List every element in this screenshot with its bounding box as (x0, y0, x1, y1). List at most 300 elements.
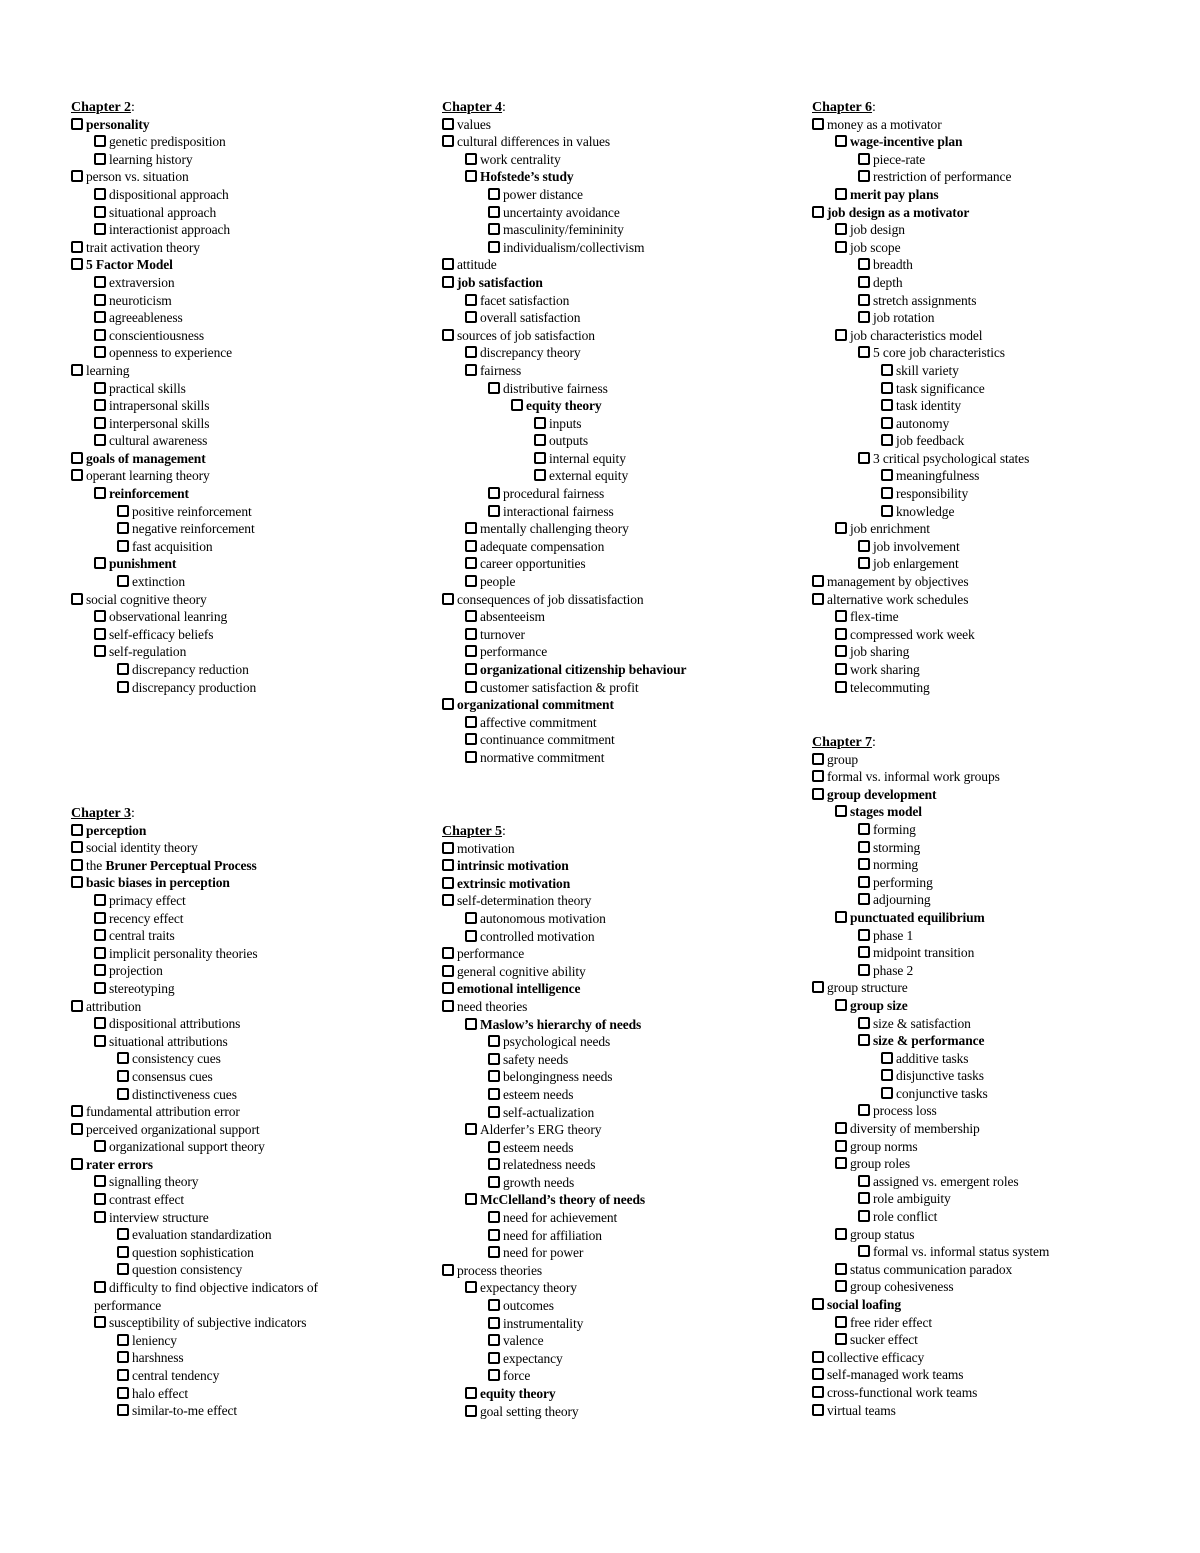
checkbox[interactable] (71, 170, 83, 182)
checklist-item (442, 714, 782, 732)
checkbox[interactable] (442, 593, 454, 605)
checkbox[interactable] (465, 364, 477, 376)
checkbox[interactable] (881, 505, 893, 517)
item-label: adequate compensation (480, 538, 605, 554)
checkbox[interactable] (881, 417, 893, 429)
checkbox[interactable] (858, 1034, 870, 1046)
checkbox[interactable] (835, 628, 847, 640)
checkbox[interactable] (858, 557, 870, 569)
checkbox[interactable] (488, 1299, 500, 1311)
checkbox[interactable] (71, 876, 83, 888)
checkbox[interactable] (881, 399, 893, 411)
checkbox[interactable] (94, 964, 106, 976)
checkbox[interactable] (465, 1405, 477, 1417)
checkbox[interactable] (488, 1369, 500, 1381)
checkbox[interactable] (442, 118, 454, 130)
checkbox[interactable] (812, 593, 824, 605)
checkbox[interactable] (71, 469, 83, 481)
checkbox[interactable] (812, 1368, 824, 1380)
checkbox[interactable] (858, 893, 870, 905)
checklist-item (71, 874, 371, 892)
checklist-item (812, 1050, 1112, 1068)
checkbox[interactable] (94, 1211, 106, 1223)
checkbox[interactable] (835, 1280, 847, 1292)
item-label: discrepancy theory (480, 345, 581, 361)
item-label: learning (86, 362, 130, 378)
checkbox[interactable] (94, 1140, 106, 1152)
item-label: evaluation standardization (132, 1227, 272, 1243)
checkbox[interactable] (442, 859, 454, 871)
checkbox[interactable] (465, 1281, 477, 1293)
chapter-3-section (71, 804, 371, 1420)
item-label: continuance commitment (480, 732, 615, 748)
checkbox[interactable] (858, 294, 870, 306)
checkbox[interactable] (488, 1211, 500, 1223)
checkbox[interactable] (117, 1387, 129, 1399)
item-label-bold: Bruner Perceptual Process (105, 857, 257, 873)
checkbox[interactable] (858, 276, 870, 288)
checkbox[interactable] (858, 1210, 870, 1222)
checkbox[interactable] (812, 1351, 824, 1363)
checkbox[interactable] (858, 1192, 870, 1204)
checkbox[interactable] (465, 912, 477, 924)
checklist-item (442, 1174, 782, 1192)
checkbox[interactable] (117, 1404, 129, 1416)
checklist-item (442, 450, 782, 468)
checkbox[interactable] (71, 859, 83, 871)
item-label: job rotation (873, 310, 935, 326)
checkbox[interactable] (117, 575, 129, 587)
checkbox[interactable] (812, 118, 824, 130)
checkbox[interactable] (835, 135, 847, 147)
checkbox[interactable] (835, 1157, 847, 1169)
checkbox[interactable] (812, 1386, 824, 1398)
checkbox[interactable] (881, 1069, 893, 1081)
checklist-item (71, 204, 371, 222)
checklist-item (71, 397, 371, 415)
checkbox[interactable] (94, 294, 106, 306)
checkbox[interactable] (465, 522, 477, 534)
item-label: formal vs. informal status system (873, 1244, 1050, 1260)
checklist-item (71, 503, 371, 521)
checkbox[interactable] (488, 188, 500, 200)
checkbox[interactable] (835, 681, 847, 693)
checklist-item (442, 1121, 782, 1139)
checklist-item (442, 840, 782, 858)
checkbox[interactable] (488, 1106, 500, 1118)
checkbox[interactable] (858, 1245, 870, 1257)
item-label: 5 Factor Model (86, 257, 173, 273)
item-label: people (480, 574, 516, 590)
checkbox[interactable] (94, 276, 106, 288)
checkbox[interactable] (858, 153, 870, 165)
checkbox[interactable] (835, 1316, 847, 1328)
checkbox[interactable] (94, 206, 106, 218)
checkbox[interactable] (858, 311, 870, 323)
checklist-item (812, 608, 1112, 626)
checkbox[interactable] (465, 575, 477, 587)
checkbox[interactable] (465, 733, 477, 745)
checkbox[interactable] (94, 417, 106, 429)
checkbox[interactable] (465, 1193, 477, 1205)
checkbox[interactable] (465, 557, 477, 569)
checklist-item (71, 221, 371, 239)
checkbox[interactable] (812, 788, 824, 800)
checkbox[interactable] (117, 681, 129, 693)
checkbox[interactable] (835, 188, 847, 200)
checkbox[interactable] (94, 1017, 106, 1029)
checkbox[interactable] (858, 346, 870, 358)
checkbox[interactable] (488, 206, 500, 218)
checkbox[interactable] (117, 540, 129, 552)
item-label: safety needs (503, 1051, 569, 1067)
checklist-item (71, 116, 371, 134)
checkbox[interactable] (835, 241, 847, 253)
checkbox[interactable] (94, 382, 106, 394)
checkbox[interactable] (511, 399, 523, 411)
checkbox[interactable] (71, 118, 83, 130)
checkbox[interactable] (117, 522, 129, 534)
checkbox[interactable] (835, 522, 847, 534)
checkbox[interactable] (858, 1175, 870, 1187)
item-label: need for power (503, 1245, 584, 1261)
checkbox[interactable] (881, 434, 893, 446)
checklist-item (71, 892, 371, 910)
checkbox[interactable] (812, 1298, 824, 1310)
checkbox[interactable] (94, 487, 106, 499)
checkbox[interactable] (858, 170, 870, 182)
checkbox[interactable] (812, 753, 824, 765)
item-label: process theories (457, 1262, 542, 1278)
item-label: affective commitment (480, 714, 597, 730)
checkbox[interactable] (835, 1333, 847, 1345)
checkbox[interactable] (488, 1334, 500, 1346)
checkbox[interactable] (835, 329, 847, 341)
checkbox[interactable] (117, 505, 129, 517)
checkbox[interactable] (488, 1035, 500, 1047)
checkbox[interactable] (488, 487, 500, 499)
checkbox[interactable] (117, 1070, 129, 1082)
checkbox[interactable] (94, 628, 106, 640)
chapter-5-section (442, 822, 782, 1420)
checkbox[interactable] (858, 929, 870, 941)
checkbox[interactable] (465, 1123, 477, 1135)
checkbox[interactable] (94, 947, 106, 959)
item-label: outputs (549, 433, 589, 449)
checkbox[interactable] (71, 364, 83, 376)
checkbox[interactable] (94, 346, 106, 358)
checklist-item (442, 309, 782, 327)
checkbox[interactable] (835, 610, 847, 622)
checklist-item (812, 1296, 1112, 1314)
checklist-item (71, 998, 371, 1016)
checkbox[interactable] (835, 1122, 847, 1134)
checkbox[interactable] (488, 1176, 500, 1188)
checkbox[interactable] (117, 1351, 129, 1363)
checklist-item (812, 626, 1112, 644)
checkbox[interactable] (94, 1281, 106, 1293)
checkbox[interactable] (835, 805, 847, 817)
checkbox[interactable] (812, 206, 824, 218)
item-label: job satisfaction (457, 274, 543, 290)
checkbox[interactable] (71, 452, 83, 464)
item-label: stages model (850, 804, 922, 820)
checkbox[interactable] (465, 716, 477, 728)
checkbox[interactable] (534, 469, 546, 481)
item-label: group structure (827, 980, 908, 996)
item-label: job feedback (896, 433, 965, 449)
checkbox[interactable] (465, 610, 477, 622)
checkbox[interactable] (442, 276, 454, 288)
item-label: adjourning (873, 892, 931, 908)
checkbox[interactable] (442, 698, 454, 710)
checklist-item (442, 1156, 782, 1174)
checkbox[interactable] (835, 1228, 847, 1240)
item-label: dispositional attributions (109, 1016, 241, 1032)
checkbox[interactable] (465, 294, 477, 306)
checkbox[interactable] (465, 645, 477, 657)
checkbox[interactable] (858, 841, 870, 853)
checkbox[interactable] (94, 1193, 106, 1205)
item-label: self-determination theory (457, 893, 592, 909)
checkbox[interactable] (117, 1334, 129, 1346)
checklist-item (812, 274, 1112, 292)
item-label: discrepancy production (132, 679, 257, 695)
item-label: process loss (873, 1103, 937, 1119)
checkbox[interactable] (835, 663, 847, 675)
checkbox[interactable] (488, 1053, 500, 1065)
checkbox[interactable] (488, 382, 500, 394)
checkbox[interactable] (94, 610, 106, 622)
item-label: autonomy (896, 415, 950, 431)
item-label: operant learning theory (86, 468, 210, 484)
item-label: uncertainty avoidance (503, 204, 620, 220)
checkbox[interactable] (71, 1105, 83, 1117)
checklist-item (442, 626, 782, 644)
checklist-item (71, 661, 371, 679)
checkbox[interactable] (71, 1000, 83, 1012)
heading-colon: : (131, 100, 135, 115)
checkbox[interactable] (465, 663, 477, 675)
checkbox[interactable] (858, 452, 870, 464)
checkbox[interactable] (488, 1229, 500, 1241)
checklist-item (812, 839, 1112, 857)
checkbox[interactable] (94, 399, 106, 411)
checkbox[interactable] (94, 894, 106, 906)
checkbox[interactable] (465, 930, 477, 942)
checkbox[interactable] (858, 858, 870, 870)
checklist-item (442, 749, 782, 767)
item-label: sucker effect (850, 1332, 918, 1348)
checkbox[interactable] (94, 982, 106, 994)
checkbox[interactable] (858, 1104, 870, 1116)
item-label: consensus cues (132, 1068, 213, 1084)
checkbox[interactable] (94, 311, 106, 323)
checkbox[interactable] (71, 258, 83, 270)
checkbox[interactable] (71, 241, 83, 253)
item-label: consistency cues (132, 1051, 221, 1067)
checkbox[interactable] (94, 329, 106, 341)
checkbox[interactable] (812, 575, 824, 587)
checkbox[interactable] (534, 434, 546, 446)
checkbox[interactable] (442, 258, 454, 270)
checkbox[interactable] (465, 628, 477, 640)
item-label: performance (457, 946, 525, 962)
checkbox[interactable] (835, 1140, 847, 1152)
item-label: work sharing (850, 662, 920, 677)
checkbox[interactable] (881, 1052, 893, 1064)
checkbox[interactable] (812, 770, 824, 782)
item-label: question consistency (132, 1262, 243, 1278)
checkbox[interactable] (442, 965, 454, 977)
item-label: sources of job satisfaction (457, 327, 595, 343)
checklist-item (442, 1086, 782, 1104)
checkbox[interactable] (94, 1035, 106, 1047)
checklist-item (812, 1314, 1112, 1332)
checkbox[interactable] (442, 877, 454, 889)
checkbox[interactable] (488, 1317, 500, 1329)
item-label: procedural fairness (503, 486, 605, 502)
checkbox[interactable] (442, 947, 454, 959)
checkbox[interactable] (881, 469, 893, 481)
checkbox[interactable] (835, 999, 847, 1011)
checkbox[interactable] (94, 1175, 106, 1187)
checkbox[interactable] (117, 663, 129, 675)
checkbox[interactable] (881, 487, 893, 499)
checkbox[interactable] (812, 1404, 824, 1416)
checkbox[interactable] (858, 823, 870, 835)
checklist-item (71, 1314, 371, 1332)
checklist-item (812, 292, 1112, 310)
item-label: status communication paradox (850, 1261, 1013, 1277)
checklist-item (71, 151, 371, 169)
item-label: fast acquisition (132, 538, 213, 554)
chapter-title: Chapter 2 (71, 100, 132, 115)
checkbox[interactable] (488, 1246, 500, 1258)
checkbox[interactable] (71, 841, 83, 853)
checkbox[interactable] (858, 876, 870, 888)
checkbox[interactable] (465, 311, 477, 323)
checkbox[interactable] (812, 981, 824, 993)
checkbox[interactable] (534, 417, 546, 429)
checkbox[interactable] (881, 364, 893, 376)
checkbox[interactable] (858, 946, 870, 958)
checklist-item (442, 168, 782, 186)
item-label: genetic predisposition (109, 134, 226, 150)
checkbox[interactable] (71, 1123, 83, 1135)
checklist-item (812, 309, 1112, 327)
checkbox[interactable] (117, 1263, 129, 1275)
checklist-item (442, 520, 782, 538)
checkbox[interactable] (71, 593, 83, 605)
item-label: cultural awareness (109, 433, 208, 449)
checkbox[interactable] (488, 1141, 500, 1153)
checkbox[interactable] (465, 681, 477, 693)
checkbox[interactable] (442, 894, 454, 906)
checklist-item (812, 1384, 1112, 1402)
checkbox[interactable] (117, 1052, 129, 1064)
checkbox[interactable] (858, 540, 870, 552)
checkbox[interactable] (835, 1263, 847, 1275)
checkbox[interactable] (71, 824, 83, 836)
checkbox[interactable] (94, 645, 106, 657)
item-label: assigned vs. emergent roles (873, 1173, 1019, 1189)
checkbox[interactable] (465, 170, 477, 182)
checkbox[interactable] (442, 1264, 454, 1276)
checkbox[interactable] (117, 1246, 129, 1258)
checkbox[interactable] (488, 1070, 500, 1082)
checkbox[interactable] (465, 540, 477, 552)
checkbox[interactable] (465, 751, 477, 763)
checklist-item (71, 380, 371, 398)
checkbox[interactable] (94, 929, 106, 941)
checklist-item (812, 962, 1112, 980)
item-label: discrepancy reduction (132, 662, 249, 677)
checkbox[interactable] (488, 241, 500, 253)
checkbox[interactable] (117, 1228, 129, 1240)
checkbox[interactable] (488, 1352, 500, 1364)
checkbox[interactable] (94, 557, 106, 569)
checkbox[interactable] (94, 153, 106, 165)
checkbox[interactable] (117, 1088, 129, 1100)
checkbox[interactable] (835, 223, 847, 235)
checkbox[interactable] (488, 505, 500, 517)
item-label: phase 1 (873, 927, 914, 943)
checklist-item (812, 1138, 1112, 1156)
checkbox[interactable] (442, 842, 454, 854)
checkbox[interactable] (488, 1088, 500, 1100)
checklist-item (442, 503, 782, 521)
checkbox[interactable] (442, 982, 454, 994)
checklist-item (442, 998, 782, 1016)
checkbox[interactable] (881, 382, 893, 394)
item-label: interactionist approach (109, 222, 231, 238)
item-label: compressed work week (850, 626, 975, 642)
checkbox[interactable] (534, 452, 546, 464)
checkbox[interactable] (465, 1387, 477, 1399)
item-label: openness to experience (109, 345, 232, 361)
checkbox[interactable] (858, 258, 870, 270)
checkbox[interactable] (858, 1017, 870, 1029)
checkbox[interactable] (94, 912, 106, 924)
checkbox[interactable] (117, 1369, 129, 1381)
item-label: outcomes (503, 1298, 554, 1314)
checkbox[interactable] (488, 223, 500, 235)
heading-colon: : (502, 100, 506, 115)
checkbox[interactable] (858, 964, 870, 976)
checkbox[interactable] (465, 1018, 477, 1030)
checkbox[interactable] (881, 1087, 893, 1099)
checkbox[interactable] (835, 645, 847, 657)
checkbox[interactable] (442, 135, 454, 147)
checkbox[interactable] (442, 329, 454, 341)
checkbox[interactable] (465, 346, 477, 358)
item-label: organizational support theory (109, 1139, 265, 1155)
checklist-item (71, 555, 371, 573)
checkbox[interactable] (442, 1000, 454, 1012)
checkbox[interactable] (94, 223, 106, 235)
checkbox[interactable] (94, 135, 106, 147)
checkbox[interactable] (835, 911, 847, 923)
item-label: free rider effect (850, 1314, 932, 1330)
checkbox[interactable] (488, 1158, 500, 1170)
checkbox[interactable] (465, 153, 477, 165)
checkbox[interactable] (94, 188, 106, 200)
checklist-item (71, 910, 371, 928)
checkbox[interactable] (71, 1158, 83, 1170)
checkbox[interactable] (94, 1316, 106, 1328)
checkbox[interactable] (94, 434, 106, 446)
